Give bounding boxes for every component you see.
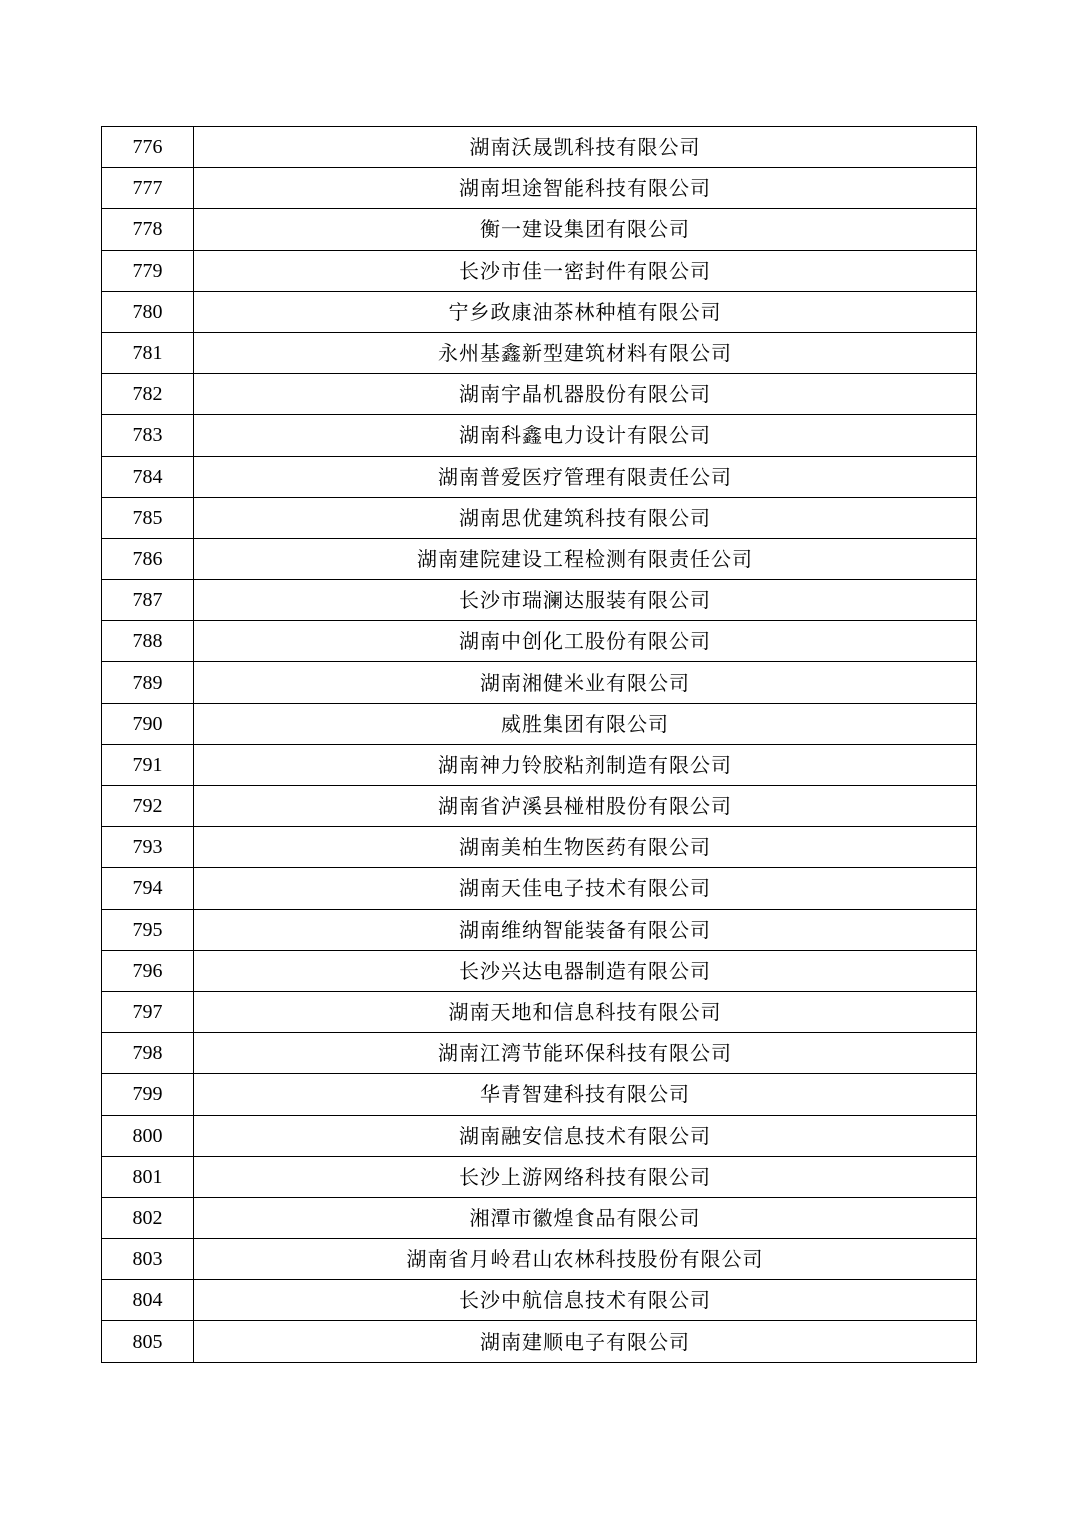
- row-number: 776: [102, 127, 194, 168]
- table-row: [102, 1239, 977, 1280]
- company-name: 湖南建顺电子有限公司: [194, 1321, 977, 1362]
- company-name: 长沙市瑞澜达服装有限公司: [194, 580, 977, 621]
- table-body: [102, 127, 977, 1363]
- row-number: 779: [102, 250, 194, 291]
- row-number: 794: [102, 868, 194, 909]
- row-number: 788: [102, 621, 194, 662]
- company-list-table: [101, 126, 977, 1363]
- table-row: [102, 1156, 977, 1197]
- company-name: 湖南湘健米业有限公司: [194, 662, 977, 703]
- row-number: 797: [102, 991, 194, 1032]
- table-row: [102, 703, 977, 744]
- row-number: 804: [102, 1280, 194, 1321]
- company-name: 湘潭市徽煌食品有限公司: [194, 1197, 977, 1238]
- table-row: [102, 868, 977, 909]
- company-name: 湖南融安信息技术有限公司: [194, 1115, 977, 1156]
- table-row: [102, 621, 977, 662]
- table-row: [102, 950, 977, 991]
- table-row: [102, 827, 977, 868]
- company-name: 湖南建院建设工程检测有限责任公司: [194, 538, 977, 579]
- table-row: [102, 1033, 977, 1074]
- company-name: 湖南美柏生物医药有限公司: [194, 827, 977, 868]
- row-number: 777: [102, 168, 194, 209]
- table-row: [102, 209, 977, 250]
- row-number: 780: [102, 291, 194, 332]
- row-number: 782: [102, 374, 194, 415]
- company-name: 威胜集团有限公司: [194, 703, 977, 744]
- table-row: [102, 497, 977, 538]
- row-number: 787: [102, 580, 194, 621]
- row-number: 785: [102, 497, 194, 538]
- company-name: 华青智建科技有限公司: [194, 1074, 977, 1115]
- company-name: 湖南天地和信息科技有限公司: [194, 991, 977, 1032]
- row-number: 793: [102, 827, 194, 868]
- row-number: 790: [102, 703, 194, 744]
- row-number: 796: [102, 950, 194, 991]
- table-row: [102, 786, 977, 827]
- table-row: [102, 991, 977, 1032]
- row-number: 798: [102, 1033, 194, 1074]
- table-row: [102, 456, 977, 497]
- row-number: 786: [102, 538, 194, 579]
- company-name: 湖南省月岭君山农林科技股份有限公司: [194, 1239, 977, 1280]
- row-number: 792: [102, 786, 194, 827]
- row-number: 783: [102, 415, 194, 456]
- row-number: 778: [102, 209, 194, 250]
- table-row: [102, 1197, 977, 1238]
- row-number: 791: [102, 744, 194, 785]
- company-name: 湖南中创化工股份有限公司: [194, 621, 977, 662]
- table-row: [102, 1115, 977, 1156]
- company-name: 湖南江湾节能环保科技有限公司: [194, 1033, 977, 1074]
- table-row: [102, 250, 977, 291]
- row-number: 802: [102, 1197, 194, 1238]
- row-number: 789: [102, 662, 194, 703]
- table-row: [102, 909, 977, 950]
- table-row: [102, 580, 977, 621]
- company-name: 湖南维纳智能装备有限公司: [194, 909, 977, 950]
- company-name: 湖南省泸溪县椪柑股份有限公司: [194, 786, 977, 827]
- row-number: 803: [102, 1239, 194, 1280]
- company-name: 湖南思优建筑科技有限公司: [194, 497, 977, 538]
- company-name: 湖南普爱医疗管理有限责任公司: [194, 456, 977, 497]
- row-number: 784: [102, 456, 194, 497]
- company-name: 长沙市佳一密封件有限公司: [194, 250, 977, 291]
- table-row: [102, 1074, 977, 1115]
- table-row: [102, 332, 977, 373]
- company-name: 湖南神力铃胶粘剂制造有限公司: [194, 744, 977, 785]
- company-name: 长沙兴达电器制造有限公司: [194, 950, 977, 991]
- row-number: 781: [102, 332, 194, 373]
- table-row: [102, 744, 977, 785]
- table-row: [102, 1321, 977, 1362]
- company-name: 衡一建设集团有限公司: [194, 209, 977, 250]
- row-number: 795: [102, 909, 194, 950]
- table-row: [102, 168, 977, 209]
- table-row: [102, 415, 977, 456]
- company-name: 长沙上游网络科技有限公司: [194, 1156, 977, 1197]
- table-row: [102, 538, 977, 579]
- company-name: 湖南天佳电子技术有限公司: [194, 868, 977, 909]
- table-row: [102, 1280, 977, 1321]
- company-name: 宁乡政康油茶林种植有限公司: [194, 291, 977, 332]
- company-name: 永州基鑫新型建筑材料有限公司: [194, 332, 977, 373]
- table-row: [102, 127, 977, 168]
- company-name: 长沙中航信息技术有限公司: [194, 1280, 977, 1321]
- row-number: 801: [102, 1156, 194, 1197]
- company-name: 湖南宇晶机器股份有限公司: [194, 374, 977, 415]
- company-name: 湖南坦途智能科技有限公司: [194, 168, 977, 209]
- table-row: [102, 291, 977, 332]
- row-number: 800: [102, 1115, 194, 1156]
- company-name: 湖南沃晟凯科技有限公司: [194, 127, 977, 168]
- row-number: 799: [102, 1074, 194, 1115]
- table-row: [102, 374, 977, 415]
- company-name: 湖南科鑫电力设计有限公司: [194, 415, 977, 456]
- row-number: 805: [102, 1321, 194, 1362]
- table-row: [102, 662, 977, 703]
